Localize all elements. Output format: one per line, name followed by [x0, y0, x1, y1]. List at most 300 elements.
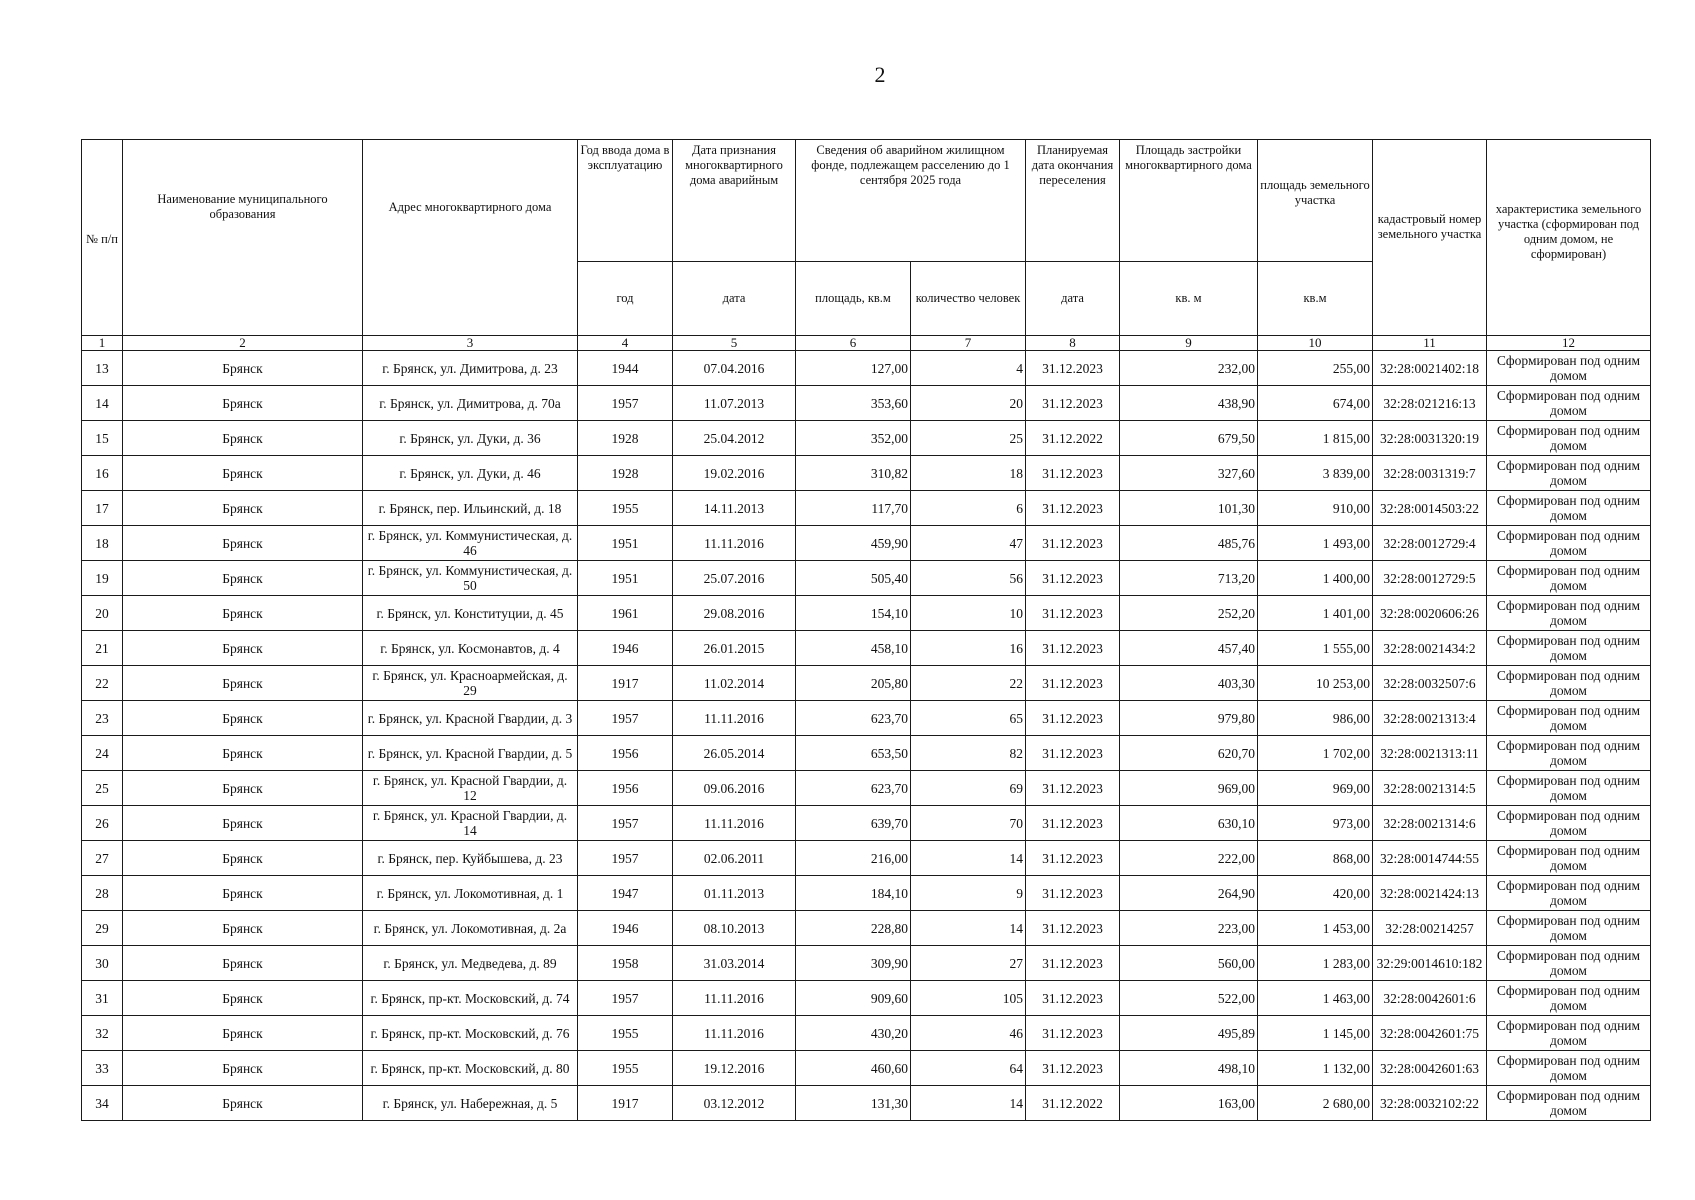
cell-building-area: 495,89: [1120, 1016, 1258, 1051]
cell-commission-year: 1957: [578, 386, 673, 421]
cell-land-status: Сформирован под одним домом: [1487, 911, 1651, 946]
cell-cadastral-number: 32:28:0012729:4: [1373, 526, 1487, 561]
table-row: [82, 1086, 1651, 1121]
cell-people-count: 9: [911, 876, 1026, 911]
table-row: [82, 1016, 1651, 1051]
table-row: [82, 386, 1651, 421]
cell-people-count: 69: [911, 771, 1026, 806]
cell-cadastral-number: 32:28:0021434:2: [1373, 631, 1487, 666]
cell-planned-date: 31.12.2023: [1026, 456, 1120, 491]
table-row: [82, 1051, 1651, 1086]
cell-land-status: Сформирован под одним домом: [1487, 526, 1651, 561]
cell-planned-date: 31.12.2023: [1026, 386, 1120, 421]
cell-commission-year: 1961: [578, 596, 673, 631]
cell-land-status: Сформирован под одним домом: [1487, 421, 1651, 456]
table-header: [82, 140, 1651, 351]
cell-land-area: 868,00: [1258, 841, 1373, 876]
column-number: 5: [673, 336, 796, 351]
cell-row-number: 13: [82, 351, 123, 386]
cell-planned-date: 31.12.2023: [1026, 911, 1120, 946]
cell-land-status: Сформирован под одним домом: [1487, 841, 1651, 876]
table-row: [82, 421, 1651, 456]
cell-row-number: 20: [82, 596, 123, 631]
cell-municipality: Брянск: [123, 771, 363, 806]
table-row: [82, 981, 1651, 1016]
cell-emergency-date: 01.11.2013: [673, 876, 796, 911]
header-emergency-fund: Сведения об аварийном жилищном фонде, подлежащем расселению до 1 сентября 2025 года: [796, 140, 1026, 262]
cell-land-status: Сформирован под одним домом: [1487, 596, 1651, 631]
cell-resettle-area: 184,10: [796, 876, 911, 911]
cell-land-area: 969,00: [1258, 771, 1373, 806]
cell-people-count: 105: [911, 981, 1026, 1016]
cell-building-area: 630,10: [1120, 806, 1258, 841]
table-body: [82, 351, 1651, 1121]
cell-cadastral-number: 32:28:0021424:13: [1373, 876, 1487, 911]
table-row: [82, 526, 1651, 561]
cell-people-count: 14: [911, 841, 1026, 876]
cell-resettle-area: 127,00: [796, 351, 911, 386]
cell-land-area: 1 401,00: [1258, 596, 1373, 631]
cell-cadastral-number: 32:29:0014610:182: [1373, 946, 1487, 981]
cell-land-area: 910,00: [1258, 491, 1373, 526]
cell-planned-date: 31.12.2023: [1026, 631, 1120, 666]
cell-row-number: 29: [82, 911, 123, 946]
cell-cadastral-number: 32:28:00214257: [1373, 911, 1487, 946]
cell-municipality: Брянск: [123, 421, 363, 456]
cell-resettle-area: 117,70: [796, 491, 911, 526]
cell-people-count: 70: [911, 806, 1026, 841]
cell-planned-date: 31.12.2023: [1026, 841, 1120, 876]
column-number: 1: [82, 336, 123, 351]
cell-row-number: 26: [82, 806, 123, 841]
cell-address: г. Брянск, пер. Куйбышева, д. 23: [363, 841, 578, 876]
cell-building-area: 232,00: [1120, 351, 1258, 386]
cell-cadastral-number: 32:28:0021313:4: [1373, 701, 1487, 736]
cell-people-count: 56: [911, 561, 1026, 596]
cell-resettle-area: 131,30: [796, 1086, 911, 1121]
cell-municipality: Брянск: [123, 631, 363, 666]
cell-emergency-date: 25.07.2016: [673, 561, 796, 596]
cell-planned-date: 31.12.2023: [1026, 981, 1120, 1016]
cell-people-count: 18: [911, 456, 1026, 491]
cell-address: г. Брянск, пр-кт. Московский, д. 74: [363, 981, 578, 1016]
cell-planned-date: 31.12.2023: [1026, 1051, 1120, 1086]
cell-land-status: Сформирован под одним домом: [1487, 981, 1651, 1016]
cell-emergency-date: 19.02.2016: [673, 456, 796, 491]
cell-municipality: Брянск: [123, 666, 363, 701]
cell-building-area: 403,30: [1120, 666, 1258, 701]
cell-commission-year: 1917: [578, 1086, 673, 1121]
table-row: [82, 491, 1651, 526]
cell-cadastral-number: 32:28:0042601:63: [1373, 1051, 1487, 1086]
cell-address: г. Брянск, ул. Красной Гвардии, д. 14: [363, 806, 578, 841]
header-land-characteristic: характеристика земельного участка (сформирован под одним домом, не сформирован): [1487, 140, 1651, 336]
cell-planned-date: 31.12.2023: [1026, 946, 1120, 981]
cell-cadastral-number: 32:28:0032507:6: [1373, 666, 1487, 701]
cell-planned-date: 31.12.2022: [1026, 1086, 1120, 1121]
cell-address: г. Брянск, пр-кт. Московский, д. 80: [363, 1051, 578, 1086]
header-row-number: № п/п: [82, 140, 123, 336]
cell-emergency-date: 26.01.2015: [673, 631, 796, 666]
cell-building-area: 979,80: [1120, 701, 1258, 736]
cell-cadastral-number: 32:28:0042601:6: [1373, 981, 1487, 1016]
cell-cadastral-number: 32:28:0021314:5: [1373, 771, 1487, 806]
cell-municipality: Брянск: [123, 386, 363, 421]
table-row: [82, 456, 1651, 491]
cell-resettle-area: 154,10: [796, 596, 911, 631]
cell-row-number: 18: [82, 526, 123, 561]
cell-cadastral-number: 32:28:0014503:22: [1373, 491, 1487, 526]
cell-commission-year: 1917: [578, 666, 673, 701]
cell-building-area: 222,00: [1120, 841, 1258, 876]
header-land-area: площадь земельного участка: [1258, 140, 1373, 262]
cell-address: г. Брянск, ул. Димитрова, д. 70а: [363, 386, 578, 421]
cell-municipality: Брянск: [123, 596, 363, 631]
cell-commission-year: 1928: [578, 421, 673, 456]
cell-row-number: 14: [82, 386, 123, 421]
cell-emergency-date: 11.11.2016: [673, 701, 796, 736]
subheader-year: год: [578, 262, 673, 336]
cell-address: г. Брянск, ул. Красной Гвардии, д. 5: [363, 736, 578, 771]
header-cadastral-number: кадастровый номер земельного участка: [1373, 140, 1487, 336]
cell-resettle-area: 310,82: [796, 456, 911, 491]
cell-resettle-area: 352,00: [796, 421, 911, 456]
cell-address: г. Брянск, ул. Дуки, д. 46: [363, 456, 578, 491]
cell-land-status: Сформирован под одним домом: [1487, 1051, 1651, 1086]
header-planned-date: Планируемая дата окончания переселения: [1026, 140, 1120, 262]
cell-emergency-date: 02.06.2011: [673, 841, 796, 876]
cell-address: г. Брянск, ул. Дуки, д. 36: [363, 421, 578, 456]
cell-municipality: Брянск: [123, 1051, 363, 1086]
cell-land-status: Сформирован под одним домом: [1487, 386, 1651, 421]
cell-commission-year: 1957: [578, 806, 673, 841]
cell-municipality: Брянск: [123, 526, 363, 561]
cell-cadastral-number: 32:28:0012729:5: [1373, 561, 1487, 596]
cell-address: г. Брянск, пер. Ильинский, д. 18: [363, 491, 578, 526]
cell-land-status: Сформирован под одним домом: [1487, 1016, 1651, 1051]
cell-commission-year: 1957: [578, 981, 673, 1016]
header-commission-year: Год ввода дома в эксплуатацию: [578, 140, 673, 262]
cell-land-area: 1 283,00: [1258, 946, 1373, 981]
cell-commission-year: 1957: [578, 841, 673, 876]
cell-land-area: 1 132,00: [1258, 1051, 1373, 1086]
cell-planned-date: 31.12.2023: [1026, 771, 1120, 806]
table-row: [82, 736, 1651, 771]
table-row: [82, 596, 1651, 631]
header-building-area: Площадь застройки многоквартирного дома: [1120, 140, 1258, 262]
cell-row-number: 23: [82, 701, 123, 736]
cell-resettle-area: 309,90: [796, 946, 911, 981]
cell-municipality: Брянск: [123, 456, 363, 491]
cell-resettle-area: 430,20: [796, 1016, 911, 1051]
cell-address: г. Брянск, ул. Локомотивная, д. 2а: [363, 911, 578, 946]
cell-commission-year: 1928: [578, 456, 673, 491]
cell-land-area: 1 815,00: [1258, 421, 1373, 456]
cell-emergency-date: 11.11.2016: [673, 1016, 796, 1051]
cell-row-number: 28: [82, 876, 123, 911]
cell-land-area: 255,00: [1258, 351, 1373, 386]
cell-row-number: 27: [82, 841, 123, 876]
cell-municipality: Брянск: [123, 876, 363, 911]
cell-municipality: Брянск: [123, 911, 363, 946]
cell-land-status: Сформирован под одним домом: [1487, 736, 1651, 771]
cell-address: г. Брянск, ул. Космонавтов, д. 4: [363, 631, 578, 666]
cell-row-number: 25: [82, 771, 123, 806]
cell-address: г. Брянск, ул. Коммунистическая, д. 50: [363, 561, 578, 596]
cell-resettle-area: 353,60: [796, 386, 911, 421]
cell-emergency-date: 31.03.2014: [673, 946, 796, 981]
cell-row-number: 19: [82, 561, 123, 596]
cell-commission-year: 1955: [578, 1051, 673, 1086]
cell-cadastral-number: 32:28:0021402:18: [1373, 351, 1487, 386]
cell-commission-year: 1946: [578, 911, 673, 946]
cell-resettle-area: 459,90: [796, 526, 911, 561]
cell-cadastral-number: 32:28:0031319:7: [1373, 456, 1487, 491]
cell-building-area: 498,10: [1120, 1051, 1258, 1086]
column-number: 11: [1373, 336, 1487, 351]
cell-building-area: 522,00: [1120, 981, 1258, 1016]
cell-land-area: 1 453,00: [1258, 911, 1373, 946]
cell-people-count: 22: [911, 666, 1026, 701]
cell-building-area: 101,30: [1120, 491, 1258, 526]
cell-building-area: 252,20: [1120, 596, 1258, 631]
table-row: [82, 631, 1651, 666]
cell-cadastral-number: 32:28:021216:13: [1373, 386, 1487, 421]
cell-emergency-date: 07.04.2016: [673, 351, 796, 386]
cell-land-area: 420,00: [1258, 876, 1373, 911]
cell-planned-date: 31.12.2023: [1026, 666, 1120, 701]
cell-land-area: 973,00: [1258, 806, 1373, 841]
cell-building-area: 560,00: [1120, 946, 1258, 981]
cell-address: г. Брянск, пр-кт. Московский, д. 76: [363, 1016, 578, 1051]
cell-emergency-date: 11.11.2016: [673, 981, 796, 1016]
cell-land-status: Сформирован под одним домом: [1487, 946, 1651, 981]
cell-cadastral-number: 32:28:0042601:75: [1373, 1016, 1487, 1051]
cell-row-number: 33: [82, 1051, 123, 1086]
cell-land-area: 1 463,00: [1258, 981, 1373, 1016]
cell-municipality: Брянск: [123, 981, 363, 1016]
table-row: [82, 561, 1651, 596]
cell-emergency-date: 03.12.2012: [673, 1086, 796, 1121]
cell-address: г. Брянск, ул. Набережная, д. 5: [363, 1086, 578, 1121]
cell-cadastral-number: 32:28:0020606:26: [1373, 596, 1487, 631]
table-row: [82, 911, 1651, 946]
cell-people-count: 14: [911, 1086, 1026, 1121]
cell-address: г. Брянск, ул. Конституции, д. 45: [363, 596, 578, 631]
cell-planned-date: 31.12.2023: [1026, 1016, 1120, 1051]
cell-emergency-date: 11.02.2014: [673, 666, 796, 701]
subheader-people: количество человек: [911, 262, 1026, 336]
cell-building-area: 223,00: [1120, 911, 1258, 946]
cell-commission-year: 1944: [578, 351, 673, 386]
cell-planned-date: 31.12.2023: [1026, 701, 1120, 736]
cell-planned-date: 31.12.2023: [1026, 736, 1120, 771]
cell-address: г. Брянск, ул. Димитрова, д. 23: [363, 351, 578, 386]
cell-row-number: 22: [82, 666, 123, 701]
cell-commission-year: 1951: [578, 526, 673, 561]
header-address: Адрес многоквартирного дома: [363, 140, 578, 336]
cell-municipality: Брянск: [123, 1086, 363, 1121]
cell-municipality: Брянск: [123, 491, 363, 526]
cell-emergency-date: 11.11.2016: [673, 806, 796, 841]
cell-resettle-area: 639,70: [796, 806, 911, 841]
cell-row-number: 30: [82, 946, 123, 981]
subheader-area: площадь, кв.м: [796, 262, 911, 336]
cell-people-count: 6: [911, 491, 1026, 526]
column-number: 7: [911, 336, 1026, 351]
cell-resettle-area: 909,60: [796, 981, 911, 1016]
cell-row-number: 16: [82, 456, 123, 491]
cell-municipality: Брянск: [123, 1016, 363, 1051]
cell-row-number: 34: [82, 1086, 123, 1121]
header-emergency-date: Дата признания многоквартирного дома аварийным: [673, 140, 796, 262]
cell-people-count: 64: [911, 1051, 1026, 1086]
cell-building-area: 438,90: [1120, 386, 1258, 421]
cell-resettle-area: 228,80: [796, 911, 911, 946]
table-row: [82, 771, 1651, 806]
cell-people-count: 14: [911, 911, 1026, 946]
cell-people-count: 10: [911, 596, 1026, 631]
cell-emergency-date: 08.10.2013: [673, 911, 796, 946]
cell-emergency-date: 14.11.2013: [673, 491, 796, 526]
column-number: 9: [1120, 336, 1258, 351]
column-number: 2: [123, 336, 363, 351]
cell-row-number: 15: [82, 421, 123, 456]
cell-building-area: 713,20: [1120, 561, 1258, 596]
cell-resettle-area: 216,00: [796, 841, 911, 876]
cell-row-number: 24: [82, 736, 123, 771]
subheader-land-sqm: кв.м: [1258, 262, 1373, 336]
cell-planned-date: 31.12.2023: [1026, 526, 1120, 561]
cell-people-count: 4: [911, 351, 1026, 386]
cell-land-status: Сформирован под одним домом: [1487, 701, 1651, 736]
cell-cadastral-number: 32:28:0014744:55: [1373, 841, 1487, 876]
cell-address: г. Брянск, ул. Красноармейская, д. 29: [363, 666, 578, 701]
cell-address: г. Брянск, ул. Медведева, д. 89: [363, 946, 578, 981]
cell-building-area: 163,00: [1120, 1086, 1258, 1121]
cell-land-area: 1 145,00: [1258, 1016, 1373, 1051]
cell-emergency-date: 19.12.2016: [673, 1051, 796, 1086]
cell-planned-date: 31.12.2023: [1026, 596, 1120, 631]
housing-register-table: [81, 139, 1651, 1121]
cell-building-area: 327,60: [1120, 456, 1258, 491]
cell-commission-year: 1956: [578, 771, 673, 806]
cell-municipality: Брянск: [123, 806, 363, 841]
cell-land-area: 1 702,00: [1258, 736, 1373, 771]
cell-planned-date: 31.12.2023: [1026, 351, 1120, 386]
cell-people-count: 16: [911, 631, 1026, 666]
cell-cadastral-number: 32:28:0032102:22: [1373, 1086, 1487, 1121]
cell-planned-date: 31.12.2023: [1026, 806, 1120, 841]
cell-commission-year: 1956: [578, 736, 673, 771]
column-number: 10: [1258, 336, 1373, 351]
cell-land-area: 674,00: [1258, 386, 1373, 421]
cell-resettle-area: 623,70: [796, 771, 911, 806]
column-number: 12: [1487, 336, 1651, 351]
cell-cadastral-number: 32:28:0021313:11: [1373, 736, 1487, 771]
cell-land-status: Сформирован под одним домом: [1487, 876, 1651, 911]
cell-commission-year: 1955: [578, 1016, 673, 1051]
cell-row-number: 17: [82, 491, 123, 526]
cell-emergency-date: 11.07.2013: [673, 386, 796, 421]
cell-planned-date: 31.12.2023: [1026, 561, 1120, 596]
header-municipality: Наименование муниципального образования: [123, 140, 363, 336]
cell-building-area: 969,00: [1120, 771, 1258, 806]
table-row: [82, 946, 1651, 981]
cell-land-status: Сформирован под одним домом: [1487, 491, 1651, 526]
cell-building-area: 264,90: [1120, 876, 1258, 911]
cell-emergency-date: 25.04.2012: [673, 421, 796, 456]
cell-address: г. Брянск, ул. Красной Гвардии, д. 3: [363, 701, 578, 736]
cell-land-status: Сформирован под одним домом: [1487, 771, 1651, 806]
cell-building-area: 485,76: [1120, 526, 1258, 561]
column-number: 8: [1026, 336, 1120, 351]
cell-commission-year: 1946: [578, 631, 673, 666]
cell-building-area: 457,40: [1120, 631, 1258, 666]
table-row: [82, 701, 1651, 736]
cell-land-status: Сформирован под одним домом: [1487, 456, 1651, 491]
cell-emergency-date: 09.06.2016: [673, 771, 796, 806]
cell-municipality: Брянск: [123, 946, 363, 981]
subheader-sqm: кв. м: [1120, 262, 1258, 336]
cell-emergency-date: 29.08.2016: [673, 596, 796, 631]
column-number: 4: [578, 336, 673, 351]
cell-cadastral-number: 32:28:0021314:6: [1373, 806, 1487, 841]
cell-people-count: 65: [911, 701, 1026, 736]
cell-people-count: 47: [911, 526, 1026, 561]
cell-land-area: 1 493,00: [1258, 526, 1373, 561]
cell-land-status: Сформирован под одним домом: [1487, 351, 1651, 386]
cell-planned-date: 31.12.2022: [1026, 421, 1120, 456]
cell-resettle-area: 653,50: [796, 736, 911, 771]
cell-row-number: 31: [82, 981, 123, 1016]
table-row: [82, 351, 1651, 386]
cell-land-area: 10 253,00: [1258, 666, 1373, 701]
cell-commission-year: 1955: [578, 491, 673, 526]
cell-building-area: 620,70: [1120, 736, 1258, 771]
cell-land-status: Сформирован под одним домом: [1487, 631, 1651, 666]
cell-resettle-area: 623,70: [796, 701, 911, 736]
cell-cadastral-number: 32:28:0031320:19: [1373, 421, 1487, 456]
cell-commission-year: 1947: [578, 876, 673, 911]
cell-address: г. Брянск, ул. Коммунистическая, д. 46: [363, 526, 578, 561]
cell-land-area: 1 400,00: [1258, 561, 1373, 596]
table-row: [82, 876, 1651, 911]
cell-land-area: 2 680,00: [1258, 1086, 1373, 1121]
cell-land-status: Сформирован под одним домом: [1487, 561, 1651, 596]
cell-land-status: Сформирован под одним домом: [1487, 666, 1651, 701]
cell-municipality: Брянск: [123, 736, 363, 771]
cell-people-count: 46: [911, 1016, 1026, 1051]
cell-commission-year: 1957: [578, 701, 673, 736]
cell-municipality: Брянск: [123, 841, 363, 876]
subheader-plan-date: дата: [1026, 262, 1120, 336]
column-number: 3: [363, 336, 578, 351]
cell-emergency-date: 11.11.2016: [673, 526, 796, 561]
cell-commission-year: 1958: [578, 946, 673, 981]
cell-people-count: 27: [911, 946, 1026, 981]
cell-address: г. Брянск, ул. Красной Гвардии, д. 12: [363, 771, 578, 806]
cell-resettle-area: 505,40: [796, 561, 911, 596]
cell-resettle-area: 458,10: [796, 631, 911, 666]
cell-building-area: 679,50: [1120, 421, 1258, 456]
column-number: 6: [796, 336, 911, 351]
cell-resettle-area: 460,60: [796, 1051, 911, 1086]
cell-land-area: 986,00: [1258, 701, 1373, 736]
cell-row-number: 21: [82, 631, 123, 666]
cell-resettle-area: 205,80: [796, 666, 911, 701]
cell-address: г. Брянск, ул. Локомотивная, д. 1: [363, 876, 578, 911]
